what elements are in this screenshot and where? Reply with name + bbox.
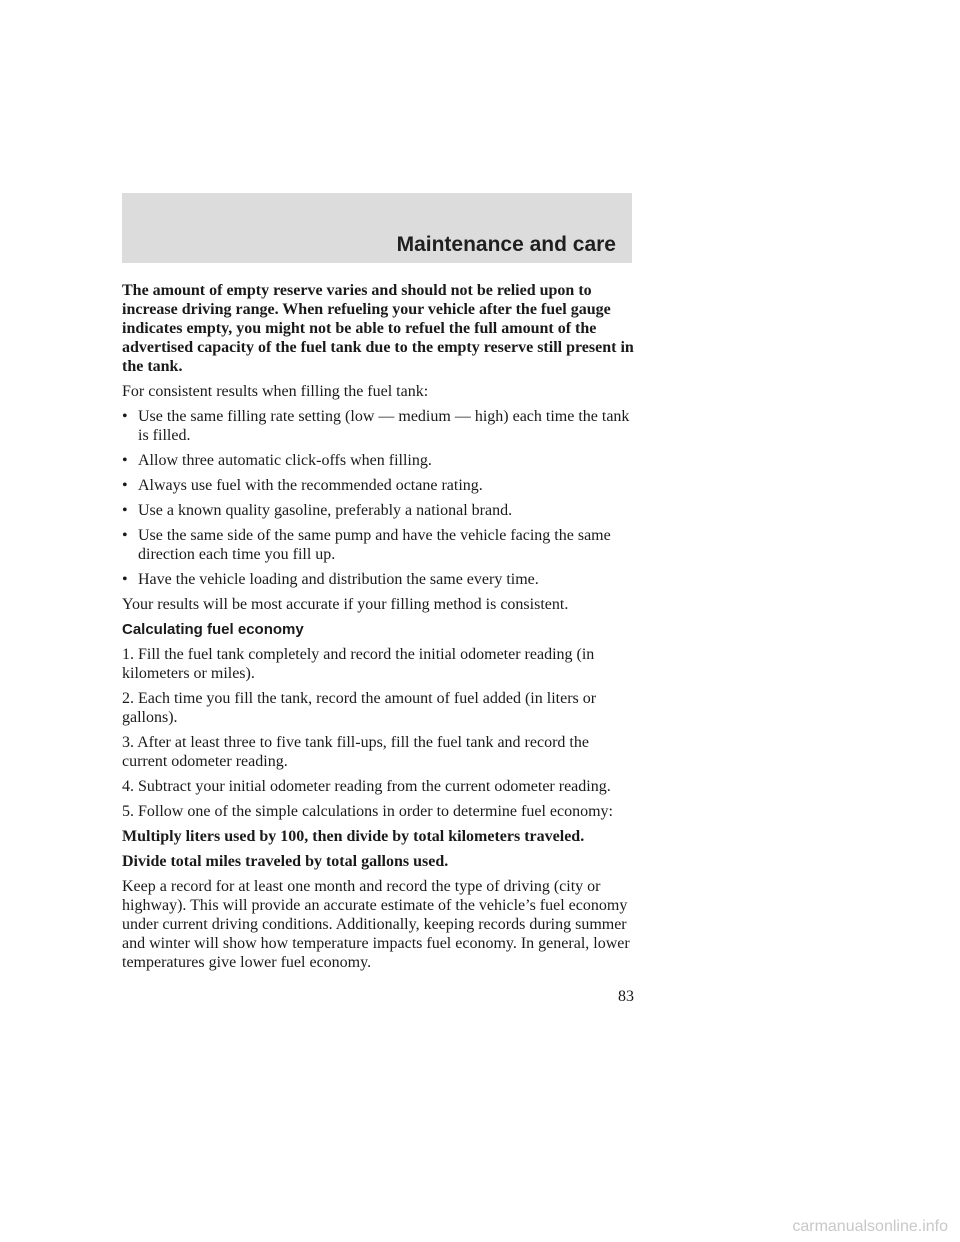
- formula-metric: Multiply liters used by 100, then divide by total kilometers traveled.: [122, 828, 585, 845]
- bullet-icon: •: [122, 477, 128, 494]
- list-item-text: Use the same side of the same pump and have the vehicle facing the same direction each time you fill up.: [138, 527, 611, 563]
- calculating-fuel-economy-heading: Calculating fuel economy: [122, 621, 304, 638]
- closing-paragraph: Keep a record for at least one month and record the type of driving (city or highway). This will provide an accurate estimate of the vehicle’s fuel economy under current driving conditions. Additionally, keeping records during summer and winter will show how temperature impacts fuel economy. In general, lower temperatures give lower fuel economy.: [122, 878, 630, 971]
- list-item-text: Always use fuel with the recommended octane rating.: [138, 477, 483, 494]
- consistency-note: Your results will be most accurate if your filling method is consistent.: [122, 596, 569, 613]
- step-3: 3. After at least three to five tank fill-ups, fill the fuel tank and record the current odometer reading.: [122, 734, 589, 770]
- filling-tips-list: [122, 407, 634, 589]
- consistent-results-lead: For consistent results when filling the fuel tank:: [122, 383, 429, 400]
- bullet-icon: •: [122, 571, 128, 588]
- list-item: [122, 501, 634, 520]
- list-item: [122, 526, 634, 564]
- step-5: 5. Follow one of the simple calculations in order to determine fuel economy:: [122, 803, 613, 820]
- list-item: [122, 570, 634, 589]
- list-item-text: Use the same filling rate setting (low — medium — high) each time the tank is filled.: [138, 408, 630, 444]
- bullet-icon: •: [122, 527, 128, 544]
- list-item: [122, 451, 634, 470]
- section-title: Maintenance and care: [396, 233, 616, 256]
- list-item-text: Use a known quality gasoline, preferably a national brand.: [138, 502, 513, 519]
- list-item-text: Have the vehicle loading and distribution the same every time.: [138, 571, 539, 588]
- list-item-text: Allow three automatic click-offs when filling.: [138, 452, 432, 469]
- step-2: 2. Each time you fill the tank, record the amount of fuel added (in liters or gallons).: [122, 690, 597, 726]
- watermark-link[interactable]: carmanualsonline.info: [792, 1218, 948, 1235]
- page-number: 83: [618, 988, 634, 1005]
- step-1: 1. Fill the fuel tank completely and record the initial odometer reading (in kilometers or miles).: [122, 646, 595, 682]
- list-item: [122, 476, 634, 495]
- page-content: [122, 281, 634, 978]
- bullet-icon: •: [122, 408, 128, 425]
- bullet-icon: •: [122, 452, 128, 469]
- list-item: [122, 407, 634, 445]
- formula-us: Divide total miles traveled by total gallons used.: [122, 853, 449, 870]
- section-header-band: [122, 193, 632, 263]
- empty-reserve-warning: The amount of empty reserve varies and should not be relied upon to increase driving range. When refueling your vehicle after the fuel gauge indicates empty, you might not be able to refuel the full amount of the advertised capacity of the fuel tank due to the empty reserve still present in the tank.: [122, 282, 634, 375]
- step-4: 4. Subtract your initial odometer reading from the current odometer reading.: [122, 778, 611, 795]
- bullet-icon: •: [122, 502, 128, 519]
